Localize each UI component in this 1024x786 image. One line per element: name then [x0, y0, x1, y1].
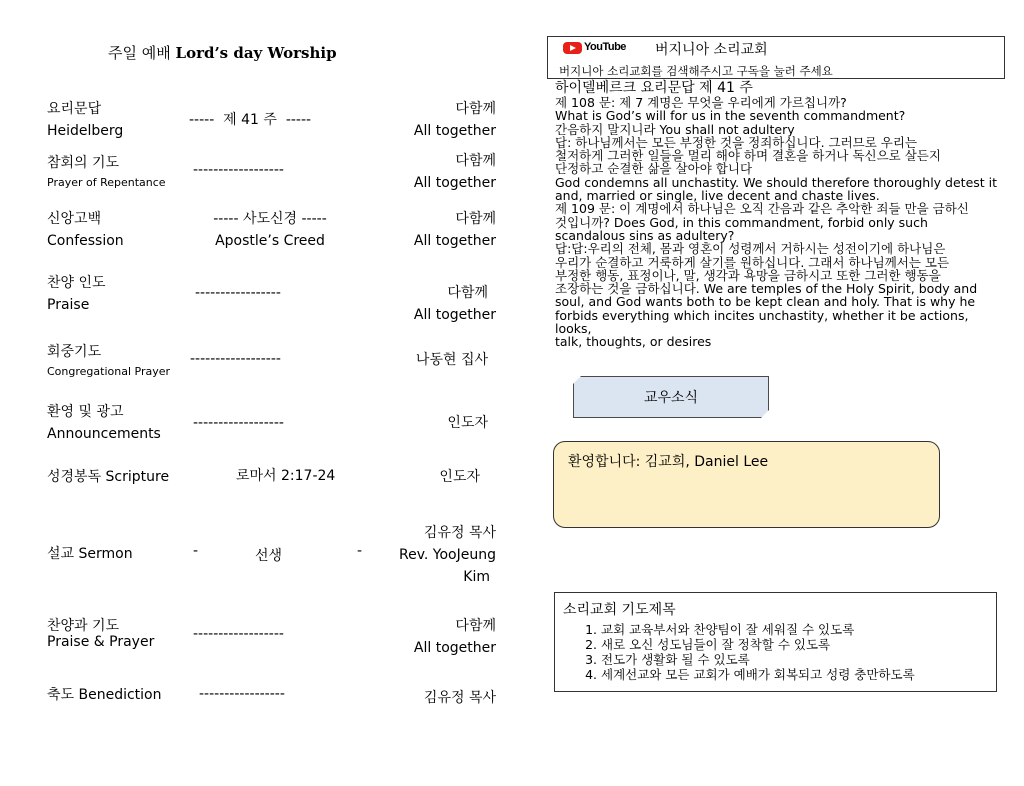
welcome-text: 환영합니다: 김교희, Daniel Lee	[568, 454, 769, 470]
news-label: 교우소식	[643, 390, 699, 406]
youtube-channel-name: 버지니아 소리교회	[655, 42, 768, 58]
catechism-line: 답:답:우리의 전체, 몸과 영혼이 성령께서 거하시는 성전이기에 하나님은	[555, 241, 946, 257]
catechism-line: forbids everything which incites unchastity, whether it be actions, looks,	[555, 307, 969, 337]
order-label-confession: 신앙고백 Confession	[47, 211, 124, 249]
catechism-line: 철저하게 그러한 일들을 멀리 해야 하며 결혼을 하거나 독신으로 살든지	[555, 148, 941, 164]
worship-title-en: Lord’s day Worship	[175, 44, 337, 62]
order-middle-scripture: 로마서 2:17-24	[236, 468, 336, 484]
order-label-scripture: 성경봉독 Scripture	[47, 469, 170, 485]
order-right-announcements: 인도자	[447, 415, 488, 431]
order-middle-sermon-dash-right: -	[357, 543, 363, 559]
catechism-line: 단정하고 순결한 삶을 살아야 합니다	[555, 161, 753, 177]
youtube-instruction: 버지니아 소리교회를 검색해주시고 구독을 눌러 주세요	[559, 64, 833, 78]
catechism-line: soul, and God wants both to be kept clean and holy. That is why he	[555, 294, 976, 310]
prayer-topic-item: 2. 새로 오신 성도님들이 잘 정착할 수 있도록	[601, 637, 996, 652]
order-right-repentance: 다함께 All together	[413, 153, 496, 191]
catechism	[555, 80, 1005, 349]
order-middle-heidelberg: ----- 제 41 주 -----	[189, 112, 312, 128]
order-right-praise: 다함께 All together	[413, 285, 496, 323]
order-label-benediction: 축도 Benediction	[47, 687, 162, 703]
catechism-line: scandalous sins as adultery?	[555, 227, 735, 243]
prayer-topic-item: 3. 전도가 생활화 될 수 있도록	[601, 652, 996, 667]
catechism-line: 것입니까? Does God, in this commandment, forbid only such	[555, 214, 928, 230]
order-label-praise: 찬양 인도 Praise	[47, 275, 106, 313]
play-icon	[563, 42, 582, 54]
catechism-line: 조장하는 것을 금하십니다. We are temples of the Holy Spirit, body and	[555, 281, 978, 297]
order-middle-praise-prayer: ------------------	[193, 626, 284, 642]
order-label-sermon: 설교 Sermon	[47, 546, 133, 562]
order-right-heidelberg: 다함께 All together	[413, 101, 496, 139]
catechism-line: 부정한 행동, 표정이나, 말, 생각과 욕망을 금하시고 또한 그러한 행동을	[555, 267, 941, 283]
order-middle-confession: ----- 사도신경 ----- Apostle’s Creed	[213, 211, 327, 249]
order-middle-announcements: ------------------	[193, 415, 284, 431]
catechism-line: talk, thoughts, or desires	[555, 334, 712, 350]
catechism-line: God condemns all unchastity. We should therefore thoroughly detest it	[555, 174, 998, 190]
order-label-repentance: 참회의 기도 Prayer of Repentance	[47, 155, 166, 189]
catechism-line: 간음하지 말지니라 You shall not adultery	[555, 121, 795, 137]
catechism-heading: 하이델베르크 요리문답 제 41 주	[555, 80, 753, 96]
order-label-praise-prayer: 찬양과 기도 Praise & Prayer	[47, 618, 155, 650]
order-right-congregational: 나동현 집사	[415, 352, 488, 368]
youtube-logo-text: YouTube	[584, 41, 626, 53]
order-right-benediction: 김유정 목사	[423, 690, 496, 706]
order-middle-sermon: 선생	[255, 548, 283, 564]
catechism-line: 제 109 문: 이 계명에서 하나님은 오직 간음과 같은 추악한 죄들 만을 금하신	[555, 201, 969, 217]
order-right-scripture: 인도자	[439, 469, 480, 485]
catechism-line: What is God’s will for us in the seventh commandment?	[555, 108, 906, 124]
order-label-congregational: 회중기도 Congregational Prayer	[47, 344, 171, 378]
worship-title	[108, 42, 337, 63]
catechism-line: and, married or single, live decent and chaste lives.	[555, 188, 880, 204]
prayer-topic-item: 1. 교회 교육부서와 찬양팀이 잘 세워질 수 있도록	[601, 622, 996, 637]
order-right-confession: 다함께 All together	[413, 211, 496, 249]
prayer-topics-box	[554, 592, 997, 692]
order-right-sermon: 김유정 목사 Rev. YooJeung Kim	[398, 525, 496, 585]
order-middle-benediction: -----------------	[199, 686, 285, 702]
worship-title-ko: 주일 예배	[108, 44, 171, 62]
order-right-praise-prayer: 다함께 All together	[413, 618, 496, 656]
order-middle-sermon-dash-left: -	[193, 543, 199, 559]
order-middle-repentance: ------------------	[193, 162, 284, 178]
prayer-topics-title: 소리교회 기도제목	[563, 602, 676, 618]
order-middle-congregational: ------------------	[190, 351, 281, 367]
order-label-heidelberg: 요리문답 Heidelberg	[47, 101, 124, 139]
prayer-topic-item: 4. 세계선교와 모든 교회가 예배가 회복되고 성령 충만하도록	[601, 667, 996, 682]
catechism-line: 우리가 순결하고 거룩하게 살기를 원하십니다. 그래서 하나님께서는 모든	[555, 254, 950, 270]
order-label-announcements: 환영 및 광고 Announcements	[47, 404, 161, 442]
youtube-logo[interactable]	[563, 41, 625, 55]
catechism-line: 제 108 문: 제 7 계명은 무엇을 우리에게 가르칩니까?	[555, 95, 847, 110]
order-middle-praise: -----------------	[195, 285, 281, 301]
catechism-line: 답: 하나님께서는 모든 부정한 것을 정죄하십니다. 그러므로 우리는	[555, 134, 918, 150]
